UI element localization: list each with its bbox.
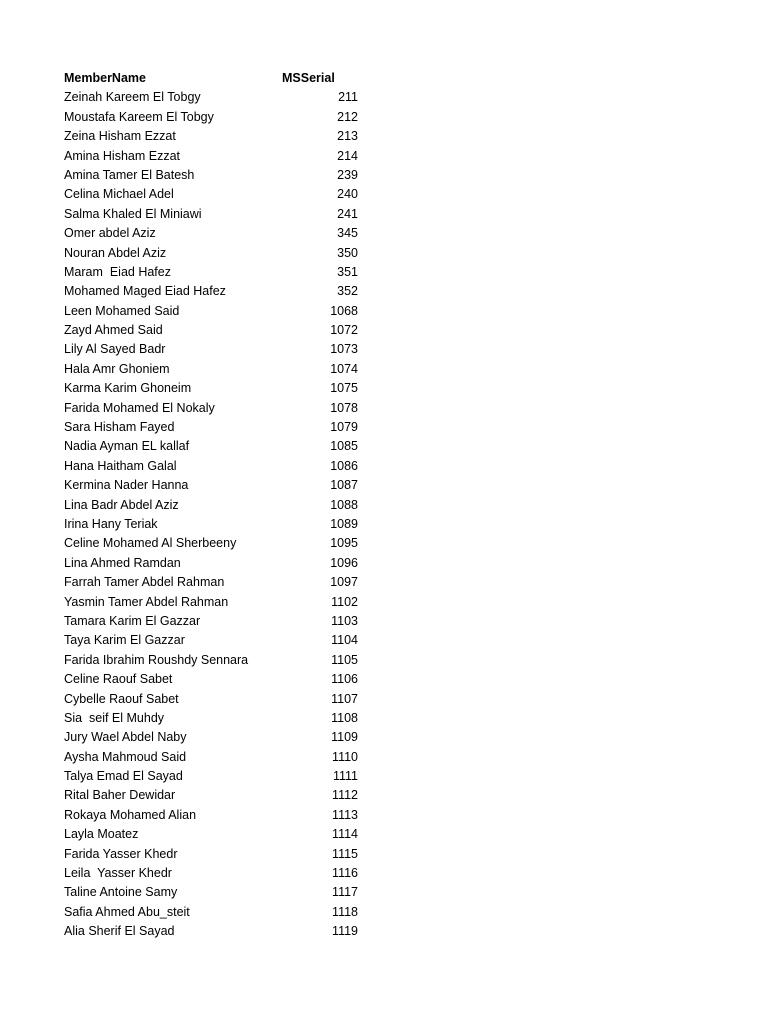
ms-serial-cell: 239 bbox=[337, 167, 358, 182]
table-row bbox=[64, 593, 364, 612]
table-row bbox=[64, 534, 364, 553]
ms-serial-cell: 1095 bbox=[330, 536, 358, 551]
table-row bbox=[64, 573, 364, 592]
table-row bbox=[64, 554, 364, 573]
ms-serial-cell: 1106 bbox=[331, 672, 358, 687]
member-name-cell: Celine Mohamed Al Sherbeeny bbox=[64, 536, 237, 551]
table-row bbox=[64, 883, 364, 902]
member-name-cell: Rital Baher Dewidar bbox=[64, 788, 176, 803]
ms-serial-cell: 1115 bbox=[332, 846, 358, 861]
member-name-cell: Maram Eiad Hafez bbox=[64, 264, 171, 279]
ms-serial-cell: 1104 bbox=[331, 633, 358, 648]
ms-serial-cell: 1097 bbox=[330, 575, 358, 590]
ms-serial-cell: 1103 bbox=[331, 613, 358, 628]
ms-serial-cell: 352 bbox=[337, 284, 358, 299]
table-row bbox=[64, 244, 364, 263]
table-row bbox=[64, 379, 364, 398]
table-row bbox=[64, 690, 364, 709]
member-name-cell: Zeinah Kareem El Tobgy bbox=[64, 90, 201, 105]
member-name-cell: Amina Tamer El Batesh bbox=[64, 167, 195, 182]
member-name-cell: Lily Al Sayed Badr bbox=[64, 342, 166, 357]
table-row bbox=[64, 360, 364, 379]
table-row bbox=[64, 437, 364, 456]
member-name-cell: Lina Ahmed Ramdan bbox=[64, 555, 181, 570]
member-name-cell: Sia seif El Muhdy bbox=[64, 710, 165, 725]
ms-serial-cell: 1114 bbox=[332, 827, 358, 842]
member-name-cell: Hala Amr Ghoniem bbox=[64, 361, 170, 376]
ms-serial-cell: 1088 bbox=[330, 497, 358, 512]
ms-serial-cell: 1107 bbox=[331, 691, 358, 706]
table-row bbox=[64, 631, 364, 650]
member-name-cell: Karma Karim Ghoneim bbox=[64, 381, 192, 396]
ms-serial-cell: 1086 bbox=[330, 458, 358, 473]
ms-serial-cell: 1118 bbox=[332, 904, 358, 919]
ms-serial-cell: 1073 bbox=[330, 342, 358, 357]
member-name-cell: Mohamed Maged Eiad Hafez bbox=[64, 284, 226, 299]
table-row bbox=[64, 282, 364, 301]
member-name-cell: Jury Wael Abdel Naby bbox=[64, 730, 187, 745]
column-header-ms-serial: MSSerial bbox=[282, 71, 335, 85]
table-row bbox=[64, 127, 364, 146]
member-name-cell: Celina Michael Adel bbox=[64, 187, 174, 202]
ms-serial-cell: 241 bbox=[337, 206, 358, 221]
table-row bbox=[64, 399, 364, 418]
member-name-cell: Layla Moatez bbox=[64, 827, 139, 842]
member-name-cell: Farida Ibrahim Roushdy Sennara bbox=[64, 652, 249, 667]
ms-serial-cell: 1085 bbox=[330, 439, 358, 454]
table-row bbox=[64, 806, 364, 825]
member-name-cell: Moustafa Kareem El Tobgy bbox=[64, 109, 214, 124]
ms-serial-cell: 1089 bbox=[330, 516, 358, 531]
ms-serial-cell: 1074 bbox=[330, 361, 358, 376]
ms-serial-cell: 1072 bbox=[330, 323, 358, 338]
table-row bbox=[64, 340, 364, 359]
ms-serial-cell: 1117 bbox=[332, 885, 358, 900]
member-name-cell: Irina Hany Teriak bbox=[64, 516, 158, 531]
table-row bbox=[64, 224, 364, 243]
member-name-cell: Leen Mohamed Said bbox=[64, 303, 180, 318]
ms-serial-cell: 350 bbox=[337, 245, 358, 260]
table-row bbox=[64, 108, 364, 127]
table-row bbox=[64, 205, 364, 224]
table-row bbox=[64, 147, 364, 166]
table-row bbox=[64, 457, 364, 476]
member-name-cell: Aysha Mahmoud Said bbox=[64, 749, 187, 764]
member-name-cell: Rokaya Mohamed Alian bbox=[64, 807, 197, 822]
ms-serial-cell: 1108 bbox=[331, 710, 358, 725]
ms-serial-cell: 345 bbox=[337, 226, 358, 241]
member-name-cell: Omer abdel Aziz bbox=[64, 226, 156, 241]
ms-serial-cell: 1116 bbox=[332, 866, 358, 881]
table-row bbox=[64, 88, 364, 107]
table-row bbox=[64, 670, 364, 689]
ms-serial-cell: 212 bbox=[337, 109, 358, 124]
member-name-cell: Amina Hisham Ezzat bbox=[64, 148, 181, 163]
ms-serial-cell: 1079 bbox=[330, 420, 358, 435]
table-row bbox=[64, 922, 364, 941]
member-name-cell: Yasmin Tamer Abdel Rahman bbox=[64, 594, 229, 609]
table-row bbox=[64, 496, 364, 515]
member-name-cell: Farida Mohamed El Nokaly bbox=[64, 400, 215, 415]
table-row bbox=[64, 651, 364, 670]
ms-serial-cell: 1105 bbox=[331, 652, 358, 667]
table-row bbox=[64, 903, 364, 922]
table-row bbox=[64, 845, 364, 864]
table-row bbox=[64, 515, 364, 534]
table-row bbox=[64, 185, 364, 204]
table-row bbox=[64, 166, 364, 185]
ms-serial-cell: 1102 bbox=[331, 594, 358, 609]
ms-serial-cell: 1068 bbox=[330, 303, 358, 318]
table-row bbox=[64, 786, 364, 805]
member-name-cell: Taya Karim El Gazzar bbox=[64, 633, 185, 648]
table-row bbox=[64, 418, 364, 437]
table-row bbox=[64, 864, 364, 883]
ms-serial-cell: 1087 bbox=[330, 478, 358, 493]
member-name-cell: Nouran Abdel Aziz bbox=[64, 245, 167, 260]
ms-serial-cell: 1078 bbox=[330, 400, 358, 415]
ms-serial-cell: 1119 bbox=[332, 924, 358, 939]
member-name-cell: Leila Yasser Khedr bbox=[64, 866, 172, 881]
ms-serial-cell: 1111 bbox=[332, 769, 358, 784]
ms-serial-cell: 1112 bbox=[332, 788, 358, 803]
member-name-cell: Nadia Ayman EL kallaf bbox=[64, 439, 190, 454]
table-row bbox=[64, 748, 364, 767]
ms-serial-cell: 1113 bbox=[332, 807, 358, 822]
ms-serial-cell: 240 bbox=[337, 187, 358, 202]
table-row bbox=[64, 709, 364, 728]
member-name-cell: Lina Badr Abdel Aziz bbox=[64, 497, 179, 512]
table-header-row bbox=[64, 69, 364, 88]
table-body bbox=[64, 88, 364, 941]
member-name-cell: Zeina Hisham Ezzat bbox=[64, 129, 176, 144]
member-name-cell: Safia Ahmed Abu_steit bbox=[64, 904, 190, 919]
ms-serial-cell: 351 bbox=[337, 264, 358, 279]
table-row bbox=[64, 302, 364, 321]
member-name-cell: Farrah Tamer Abdel Rahman bbox=[64, 575, 225, 590]
ms-serial-cell: 211 bbox=[338, 90, 358, 105]
member-name-cell: Zayd Ahmed Said bbox=[64, 323, 163, 338]
member-name-cell: Farida Yasser Khedr bbox=[64, 846, 178, 861]
member-name-cell: Cybelle Raouf Sabet bbox=[64, 691, 179, 706]
member-name-cell: Salma Khaled El Miniawi bbox=[64, 206, 202, 221]
member-name-cell: Hana Haitham Galal bbox=[64, 458, 177, 473]
member-name-cell: Taline Antoine Samy bbox=[64, 885, 178, 900]
member-name-cell: Celine Raouf Sabet bbox=[64, 672, 173, 687]
ms-serial-cell: 1109 bbox=[331, 730, 358, 745]
table-row bbox=[64, 263, 364, 282]
member-name-cell: Alia Sherif El Sayad bbox=[64, 924, 175, 939]
member-table bbox=[64, 69, 364, 942]
member-name-cell: Kermina Nader Hanna bbox=[64, 478, 189, 493]
member-name-cell: Sara Hisham Fayed bbox=[64, 420, 175, 435]
ms-serial-cell: 1096 bbox=[330, 555, 358, 570]
table-row bbox=[64, 612, 364, 631]
ms-serial-cell: 1110 bbox=[332, 749, 358, 764]
member-name-cell: Tamara Karim El Gazzar bbox=[64, 613, 201, 628]
table-row bbox=[64, 825, 364, 844]
table-row bbox=[64, 476, 364, 495]
table-row bbox=[64, 728, 364, 747]
ms-serial-cell: 214 bbox=[337, 148, 358, 163]
ms-serial-cell: 213 bbox=[337, 129, 358, 144]
member-name-cell: Talya Emad El Sayad bbox=[64, 769, 183, 784]
column-header-member-name: MemberName bbox=[64, 71, 146, 85]
ms-serial-cell: 1075 bbox=[330, 381, 358, 396]
table-row bbox=[64, 321, 364, 340]
table-row bbox=[64, 767, 364, 786]
